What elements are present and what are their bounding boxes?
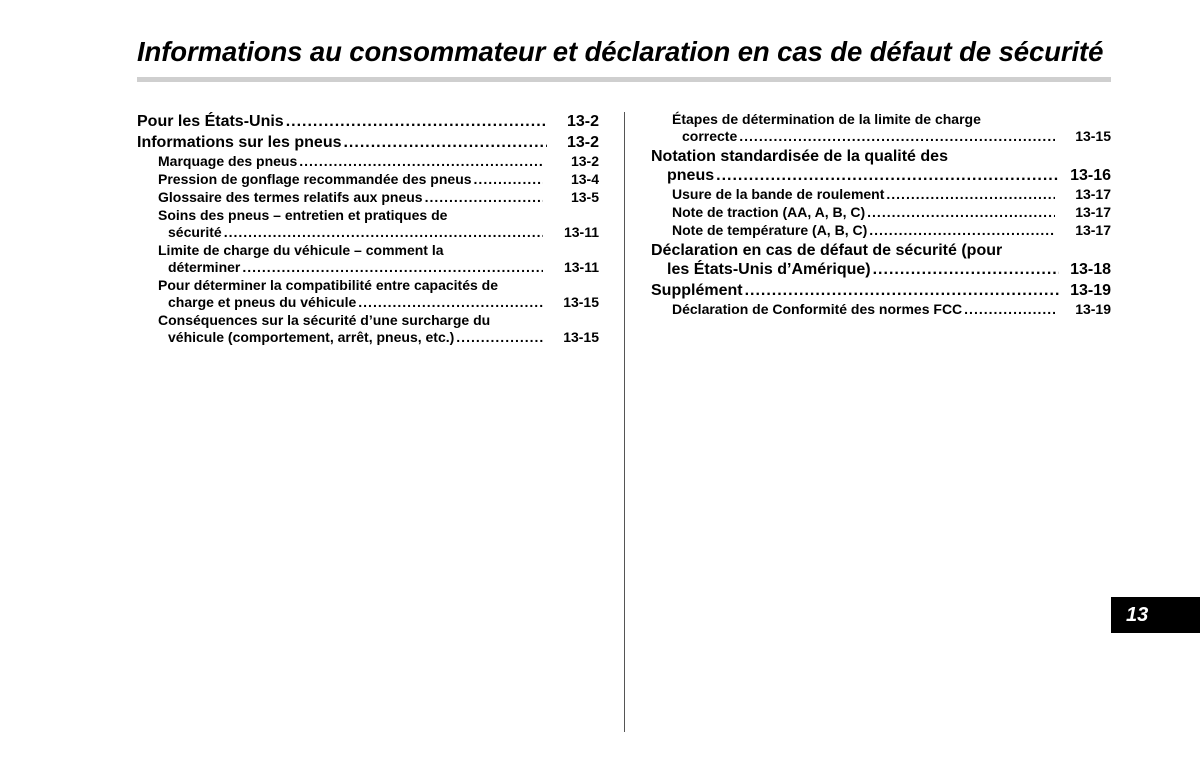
toc-entry-label-line1: Limite de charge du véhicule – comment la [158,242,444,258]
dot-leader [343,133,547,152]
toc-entry-label-line2: charge et pneus du véhicule [168,294,357,310]
toc-entry-page: 13-18 [1070,261,1111,278]
toc-entry-page: 13-15 [563,294,599,310]
toc-entry-page: 13-2 [570,153,599,169]
toc-entry-note-temperature[interactable] [651,222,1111,239]
toc-entry-page: 13-2 [566,113,599,130]
toc-entry-label-line2: pneus [667,167,715,184]
toc-entry-label-line1: Soins des pneus – entretien et pratiques de [158,207,448,223]
toc-entry-glossaire[interactable] [137,189,599,206]
dot-leader [739,128,1055,145]
toc-entry-page: 13-5 [570,189,599,205]
toc-entry-label: Supplément [651,282,743,299]
dot-leader [242,259,543,276]
toc-entry-compatibilite[interactable] [137,277,599,311]
toc-entry-notation-qualite[interactable] [651,147,1111,185]
toc-entry-pour-les-etats-unis[interactable] [137,112,599,131]
toc-entry-consequences-surcharge[interactable] [137,312,599,346]
dot-leader [886,186,1055,203]
toc-entry-page: 13-4 [570,171,599,187]
chapter-tab [1111,597,1200,633]
toc-entry-page: 13-19 [1070,282,1111,299]
dot-leader [869,222,1055,239]
toc-entry-label-line2: véhicule (comportement, arrêt, pneus, etc.) [168,329,455,345]
toc-entry-label-line2: sécurité [168,224,222,240]
toc-entry-label-line1: Pour déterminer la compatibilité entre capacités de [158,277,498,293]
toc-entry-limite-charge[interactable] [137,242,599,276]
chapter-number: 13 [1126,603,1149,626]
toc-entry-label-line2: les États-Unis d’Amérique) [667,261,871,278]
toc-entry-marquage-pneus[interactable] [137,153,599,170]
toc-entry-label: Note de température (A, B, C) [672,222,868,238]
toc-entry-label: Note de traction (AA, A, B, C) [672,204,866,220]
toc-entry-page: 13-15 [563,329,599,345]
dot-leader [867,204,1055,221]
toc-entry-page: 13-16 [1070,167,1111,184]
toc-entry-declaration-defaut[interactable] [651,241,1111,279]
toc-entry-label-line1: Déclaration en cas de défaut de sécurité (pour [651,242,1003,259]
dot-leader [474,171,543,188]
toc-entry-label: Usure de la bande de roulement [672,186,885,202]
toc-entry-informations-pneus[interactable] [137,133,599,152]
toc-entry-label-line1: Notation standardisée de la qualité des [651,148,948,165]
toc-entry-label-line1: Conséquences sur la sécurité d’une surcharge du [158,312,491,328]
toc-entry-usure-bande[interactable] [651,186,1111,203]
toc-entry-page: 13-2 [566,134,599,151]
toc-entry-label: Marquage des pneus [158,153,298,169]
toc-entry-page: 13-19 [1075,301,1111,317]
dot-leader [358,294,543,311]
toc-entry-label-line1: Étapes de détermination de la limite de charge [672,111,981,127]
dot-leader [716,166,1059,185]
toc-entry-label: Pression de gonflage recommandée des pneus [158,171,472,187]
toc-entry-label-line2: déterminer [168,259,241,275]
toc-left-column [137,110,599,346]
dot-leader [299,153,543,170]
toc-entry-page: 13-17 [1075,186,1111,202]
dot-leader [456,329,543,346]
toc-entry-page: 13-11 [563,259,599,275]
toc-entry-page: 13-11 [563,224,599,240]
page-title: Informations au consommateur et déclaration en cas de défaut de sécurité [137,36,1104,67]
dot-leader [745,281,1059,300]
toc-entry-pression-gonflage[interactable] [137,171,599,188]
toc-right-column [651,110,1111,318]
toc-entry-label: Informations sur les pneus [137,134,342,151]
toc-entry-etapes-limite-charge[interactable] [651,111,1111,145]
dot-leader [873,260,1059,279]
title-underline [137,77,1111,82]
toc-entry-label: Glossaire des termes relatifs aux pneus [158,189,423,205]
toc-entry-label: Pour les États-Unis [137,113,284,130]
toc-entry-note-traction[interactable] [651,204,1111,221]
dot-leader [964,301,1055,318]
dot-leader [425,189,543,206]
toc-entry-page: 13-17 [1075,222,1111,238]
dot-leader [286,112,547,131]
toc-entry-declaration-fcc[interactable] [651,301,1111,318]
toc-entry-supplement[interactable] [651,281,1111,300]
column-divider [624,112,625,732]
dot-leader [224,224,543,241]
toc-entry-page: 13-15 [1075,128,1111,144]
toc-entry-label: Déclaration de Conformité des normes FCC [672,301,963,317]
toc-entry-soins-pneus[interactable] [137,207,599,241]
toc-entry-label-line2: correcte [682,128,738,144]
toc-entry-page: 13-17 [1075,204,1111,220]
